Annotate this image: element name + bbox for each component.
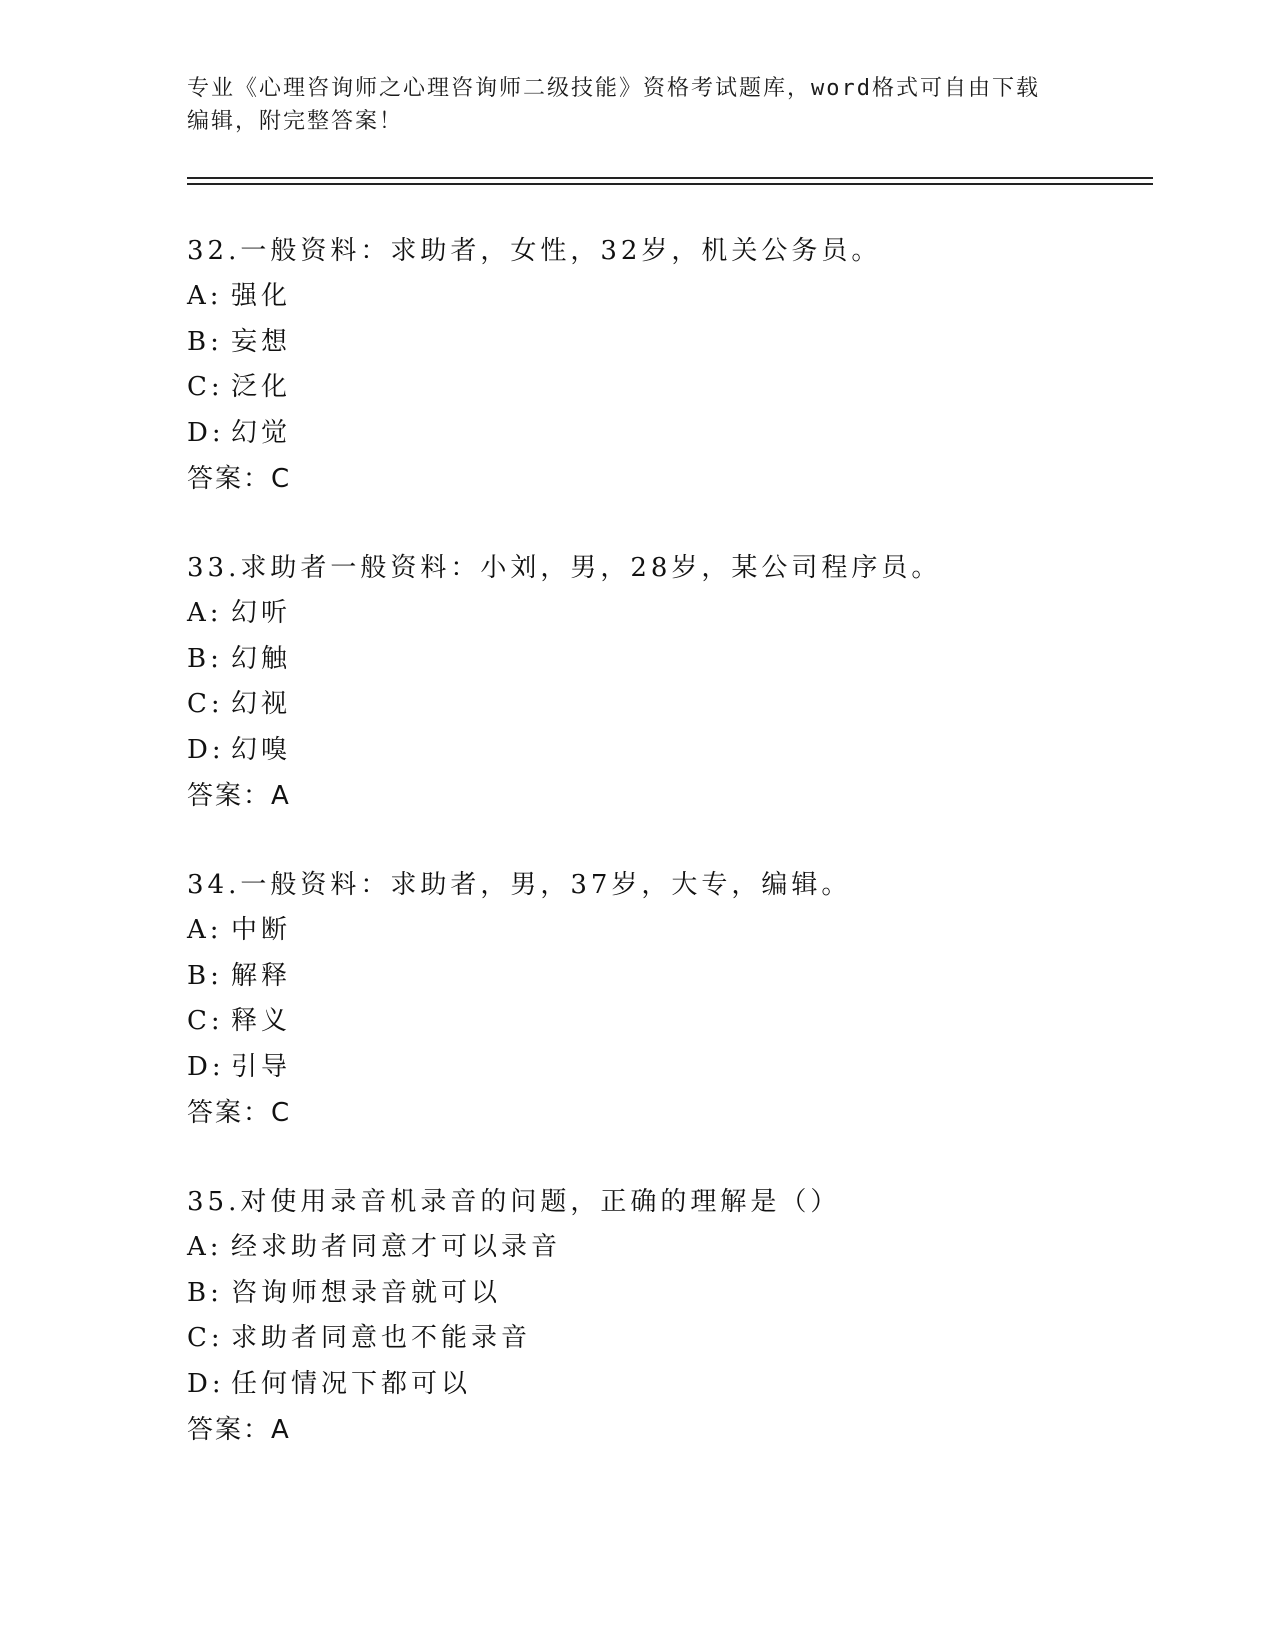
option-a — [187, 274, 1147, 320]
option-letter: D: — [187, 734, 225, 765]
option-letter: B: — [187, 1277, 223, 1308]
answer-label: 答案：C — [187, 464, 292, 494]
option-d — [187, 411, 1147, 457]
header-line-1: 专业《心理咨询师之心理咨询师二级技能》资格考试题库，word格式可自由下载 — [187, 76, 1040, 101]
option-a — [187, 908, 1147, 954]
option-text: 引导 — [231, 1051, 292, 1082]
option-letter: A: — [187, 598, 223, 628]
question-35 — [187, 1179, 1147, 1453]
option-a — [187, 1225, 1147, 1271]
question-33 — [187, 545, 1147, 819]
answer-label: 答案：A — [187, 781, 291, 811]
option-b — [187, 320, 1147, 366]
answer-label: 答案：A — [187, 1415, 291, 1445]
option-text: 咨询师想录音就可以 — [231, 1277, 502, 1308]
option-text: 求助者同意也不能录音 — [231, 1323, 532, 1353]
option-c — [187, 365, 1147, 411]
question-stem: 32.一般资料：求助者，女性，32岁，机关公务员。 — [187, 236, 882, 266]
question-stem: 35.对使用录音机录音的问题，正确的理解是（） — [187, 1187, 841, 1217]
option-letter: C: — [187, 689, 224, 719]
option-text: 妄想 — [231, 326, 292, 357]
answer-label: 答案：C — [187, 1098, 292, 1128]
option-text: 泛化 — [231, 372, 292, 402]
option-text: 经求助者同意才可以录音 — [231, 1232, 562, 1262]
option-text: 中断 — [231, 915, 292, 945]
option-d — [187, 1362, 1147, 1408]
option-letter: A: — [187, 915, 223, 945]
question-stem: 34.一般资料：求助者，男，37岁，大专，编辑。 — [187, 870, 852, 900]
option-b — [187, 637, 1147, 683]
header-line-2: 编辑，附完整答案！ — [187, 109, 404, 134]
header-divider-top — [187, 177, 1153, 179]
option-c — [187, 682, 1147, 728]
question-34 — [187, 862, 1147, 1136]
option-letter: D: — [187, 1368, 225, 1399]
option-text: 释义 — [231, 1006, 292, 1036]
option-letter: A: — [187, 281, 223, 311]
option-b — [187, 1271, 1147, 1317]
question-stem: 33.求助者一般资料：小刘，男，28岁，某公司程序员。 — [187, 553, 942, 583]
option-c — [187, 1316, 1147, 1362]
option-d — [187, 1045, 1147, 1091]
option-text: 解释 — [231, 960, 292, 991]
option-letter: D: — [187, 1051, 225, 1082]
option-letter: B: — [187, 326, 223, 357]
question-32 — [187, 228, 1147, 502]
document-header — [187, 72, 1087, 138]
option-letter: B: — [187, 960, 223, 991]
option-text: 幻嗅 — [231, 734, 292, 765]
option-letter: C: — [187, 372, 224, 402]
option-a — [187, 591, 1147, 637]
option-letter: B: — [187, 643, 223, 674]
option-b — [187, 954, 1147, 1000]
option-c — [187, 999, 1147, 1045]
option-letter: A: — [187, 1232, 223, 1262]
option-letter: C: — [187, 1323, 224, 1353]
option-text: 幻视 — [231, 689, 292, 719]
header-divider-bottom — [187, 183, 1153, 185]
option-d — [187, 728, 1147, 774]
option-letter: C: — [187, 1006, 224, 1036]
option-letter: D: — [187, 417, 225, 448]
option-text: 强化 — [231, 281, 292, 311]
option-text: 任何情况下都可以 — [231, 1368, 472, 1399]
option-text: 幻听 — [231, 598, 292, 628]
option-text: 幻触 — [231, 643, 292, 674]
option-text: 幻觉 — [231, 417, 292, 448]
